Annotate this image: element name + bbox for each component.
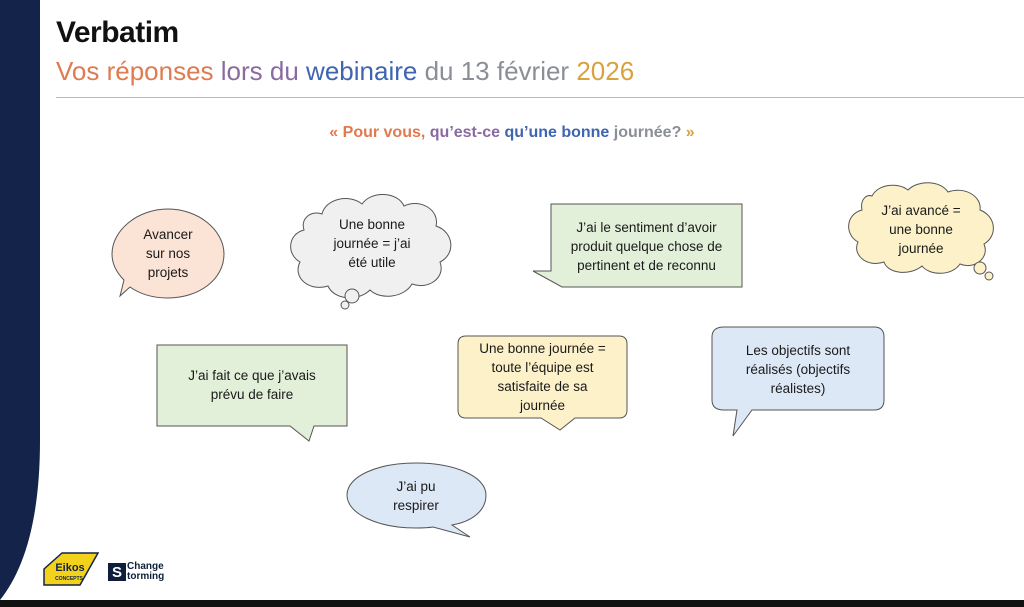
svg-text:CONCEPTS: CONCEPTS — [55, 576, 83, 582]
bubble-text-8: J’ai pu respirer — [393, 479, 439, 513]
bubble-text-1: Avancer sur nos projets — [143, 226, 193, 280]
page-title: Verbatim — [56, 16, 179, 49]
changestorming-line2: torming — [127, 571, 165, 582]
bubble-text-3: J’ai le sentiment d’avoir produit quelque chose de pertinent et de reconnu — [570, 219, 723, 273]
question-heading: « Pour vous, qu’est-ce qu’une bonne journée? » — [329, 124, 695, 141]
page-subtitle: Vos réponses lors du webinaire du 13 février 2026 — [56, 56, 635, 86]
bubble-text-6: Une bonne journée = toute l’équipe est satisfaite de sa journée — [479, 341, 606, 413]
changestorming-logo-mark: S — [108, 563, 126, 581]
eikos-logo — [40, 551, 100, 587]
bubble-text-5: J’ai fait ce que j’avais prévu de faire — [188, 368, 316, 402]
changestorming-line1: Change — [127, 561, 164, 572]
bubble-text-7: Les objectifs sont réalisés (objectifs réalistes) — [745, 342, 851, 396]
changestorming-logo — [108, 560, 164, 584]
bubble-text-2: Une bonne journée = j’ai été utile — [333, 216, 411, 270]
bubble-text-4: J’ai avancé = une bonne journée — [881, 202, 961, 256]
svg-text:Eikos: Eikos — [55, 562, 85, 574]
